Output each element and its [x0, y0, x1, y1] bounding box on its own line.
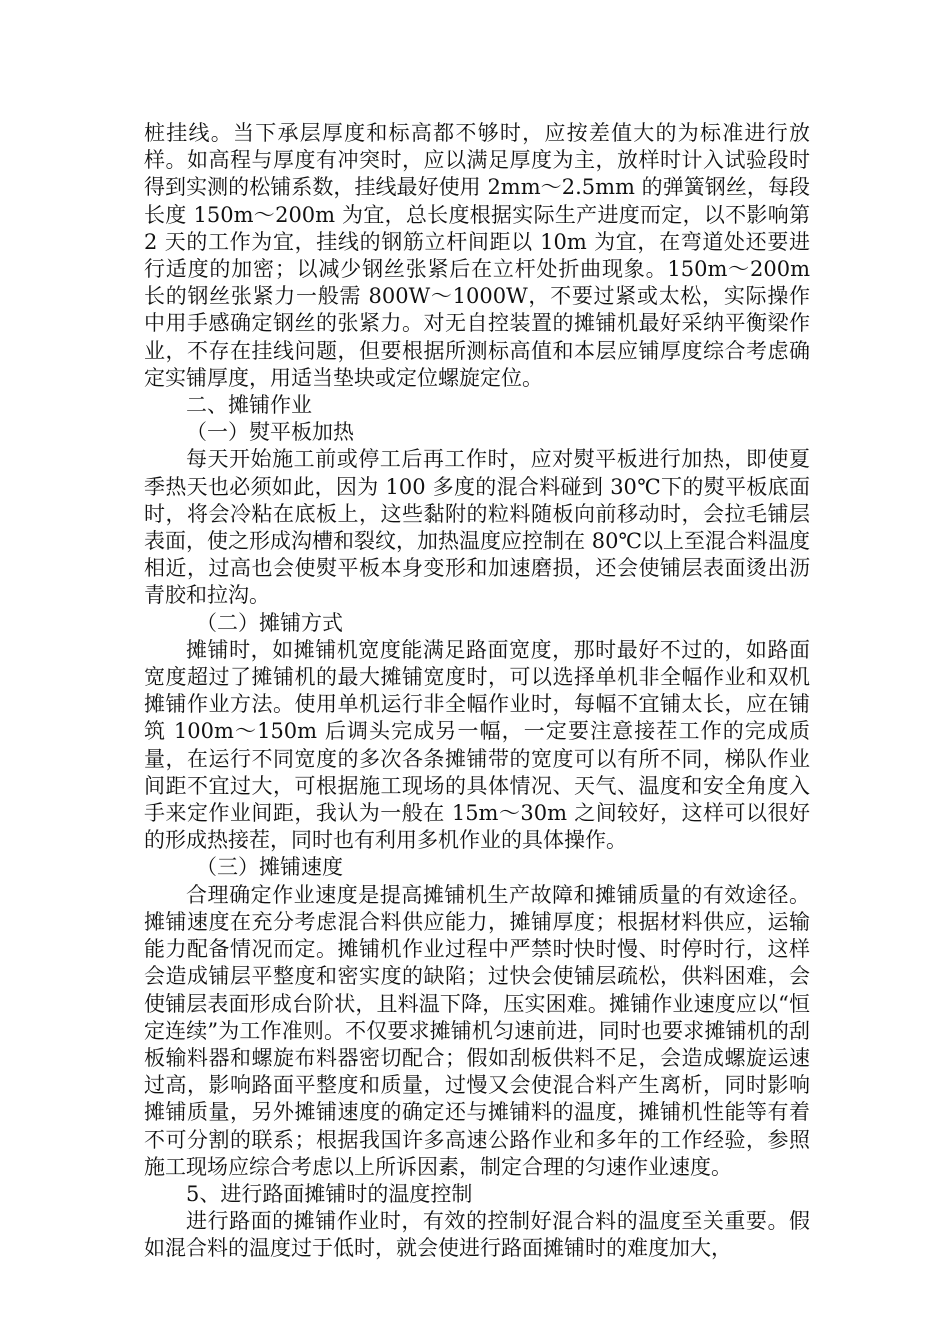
paragraph-paving-method: 摊铺时，如摊铺机宽度能满足路面宽度，那时最好不过的，如路面宽度超过了摊铺机的最大摊铺宽度时，可以选择单机非全幅作业和双机摊铺作业方法。使用单机运行非全幅作业时，每幅不宜铺太长，应在铺筑 100m～150m 后调头完成另一幅，一定要注意接茬工作的完成质量，在运行不同宽度的多次各条摊铺带的宽度可以有所不同，梯队作业间距不宜过大，可根据施工现场的具体情况、天气、温度和安全角度入手来定作业间距，我认为一般在 15m～30m 之间较好，这样可以很好的形成热接茬，同时也有利用多机作业的具体操作。 [144, 637, 810, 853]
paragraph-temperature-control: 进行路面的摊铺作业时，有效的控制好混合料的温度至关重要。假如混合料的温度过于低时，就会使进行路面摊铺时的难度加大， [144, 1209, 810, 1261]
heading-temperature-control: 5、进行路面摊铺时的温度控制 [186, 1181, 473, 1206]
heading-section-2-paving: 二、摊铺作业 [186, 393, 312, 418]
paragraph-screed-heating: 每天开始施工前或停工后再工作时，应对熨平板进行加热，即使夏季热天也必须如此，因为 100 多度的混合料碰到 30℃下的熨平板底面时，将会冷粘在底板上，这些黏附的粒料随板向前移动时，会拉毛铺层表面，使之形成沟槽和裂纹，加热温度应控制在 80℃以上至混合料温度相近，过高也会使熨平板本身变形和加速磨损，还会使铺层表面烫出沥青胶和拉沟。 [144, 447, 810, 608]
heading-paving-speed: （三）摊铺速度 [196, 855, 343, 880]
paragraph-staking-line: 桩挂线。当下承层厚度和标高都不够时，应按差值大的为标准进行放样。如高程与厚度有冲突时，应以满足厚度为主，放样时计入试验段时得到实测的松铺系数，挂线最好使用 2mm～2.5mm 的弹簧钢丝，每段长度 150m～200m 为宜，总长度根据实际生产进度而定，以不影响第 2 天的工作为宜，挂线的钢筋立杆间距以 10m 为宜，在弯道处还要进行适度的加密；以减少钢丝张紧后在立杆处折曲现象。150m～200m 长的钢丝张紧力一般需 800W～1000W，不要过紧或太松，实际操作中用手感确定钢丝的张紧力。对无自控装置的摊铺机最好采纳平衡梁作业，不存在挂线问题，但要根据所测标高值和本层应铺厚度综合考虑确定实铺厚度，用适当垫块或定位螺旋定位。 [144, 121, 810, 390]
heading-screed-heating: （一）熨平板加热 [186, 420, 354, 445]
document-page [144, 120, 810, 1263]
heading-paving-method: （二）摊铺方式 [196, 610, 343, 635]
paragraph-paving-speed: 合理确定作业速度是提高摊铺机生产故障和摊铺质量的有效途径。摊铺速度在充分考虑混合料供应能力，摊铺厚度；根据材料供应，运输能力配备情况而定。摊铺机作业过程中严禁时快时慢、时停时行，这样会造成铺层平整度和密实度的缺陷；过快会使铺层疏松，供料困难，会使铺层表面形成台阶状，且料温下降，压实困难。摊铺作业速度应以“恒定连续”为工作准则。不仅要求摊铺机匀速前进，同时也要求摊铺机的刮板输料器和螺旋布料器密切配合；假如刮板供料不足，会造成螺旋运速过高，影响路面平整度和质量，过慢又会使混合料产生离析，同时影响摊铺质量，另外摊铺速度的确定还与摊铺料的温度，摊铺机性能等有着不可分割的联系；根据我国许多高速公路作业和多年的工作经验，参照施工现场应综合考虑以上所诉因素，制定合理的匀速作业速度。 [144, 882, 810, 1179]
